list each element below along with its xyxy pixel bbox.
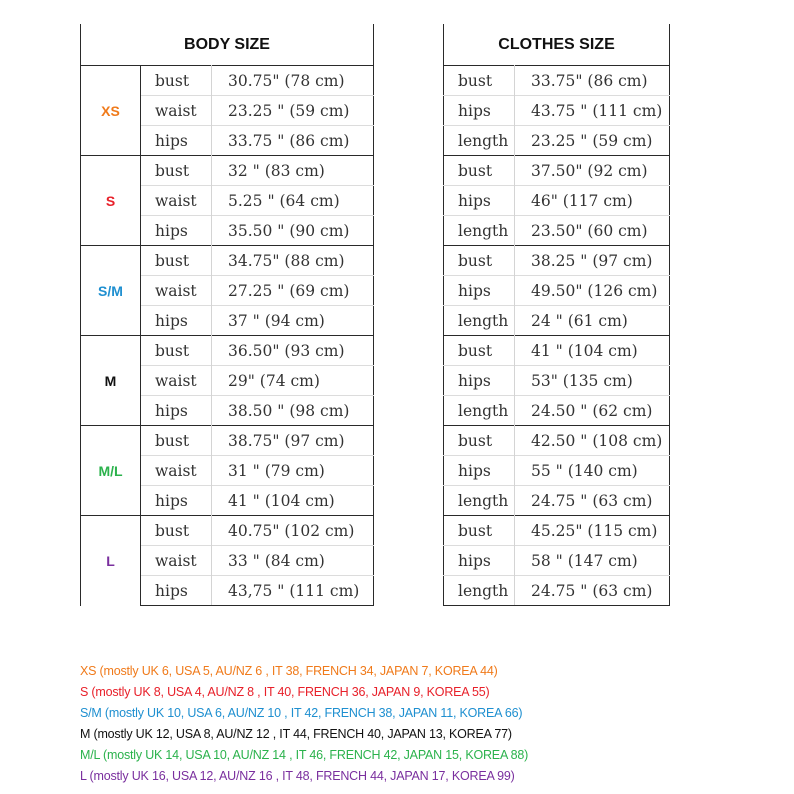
table-row [81,426,374,456]
size-note: L (mostly UK 16, USA 12, AU/NZ 16 , IT 48, FRENCH 44, JAPAN 17, KOREA 99) [80,769,515,783]
measure-value: 40.75" (102 cm) [212,516,374,546]
measure-value: 30.75" (78 cm) [212,66,374,96]
table-row [444,516,670,546]
clothes-size-header: CLOTHES SIZE [498,36,615,53]
table-row [444,486,670,516]
measure-label: length [444,306,515,336]
table-row [81,336,374,366]
measure-label: hips [444,546,515,576]
measure-value: 33 " (84 cm) [212,546,374,576]
measure-value: 23.25 " (59 cm) [515,126,670,156]
measure-value: 5.25 " (64 cm) [212,186,374,216]
size-note: XS (mostly UK 6, USA 5, AU/NZ 6 , IT 38, FRENCH 34, JAPAN 7, KOREA 44) [80,664,498,678]
measure-label: hips [444,366,515,396]
table-row [444,336,670,366]
table-row [444,576,670,606]
size-note: M (mostly UK 12, USA 8, AU/NZ 12 , IT 44, FRENCH 40, JAPAN 13, KOREA 77) [80,727,512,741]
measure-value: 41 " (104 cm) [515,336,670,366]
measure-value: 46" (117 cm) [515,186,670,216]
measure-label: bust [444,426,515,456]
measure-label: bust [444,516,515,546]
measure-label: waist [141,366,212,396]
table-row [444,126,670,156]
measure-label: bust [141,246,212,276]
table-row [81,246,374,276]
measure-label: length [444,486,515,516]
measure-label: length [444,126,515,156]
measure-value: 33.75 " (86 cm) [212,126,374,156]
measure-label: hips [444,96,515,126]
table-row [444,306,670,336]
table-row [444,216,670,246]
measure-label: bust [444,246,515,276]
measure-value: 32 " (83 cm) [212,156,374,186]
measure-value: 34.75" (88 cm) [212,246,374,276]
table-row [444,186,670,216]
measure-value: 24.75 " (63 cm) [515,486,670,516]
table-row [444,246,670,276]
measure-label: bust [444,66,515,96]
measure-label: length [444,216,515,246]
measure-value: 35.50 " (90 cm) [212,216,374,246]
measure-value: 49.50" (126 cm) [515,276,670,306]
measure-label: hips [444,276,515,306]
measure-label: waist [141,456,212,486]
measure-value: 43.75 " (111 cm) [515,96,670,126]
measure-value: 58 " (147 cm) [515,546,670,576]
size-label: S [81,156,141,246]
size-label: M/L [81,426,141,516]
measure-label: bust [141,516,212,546]
size-label: M [81,336,141,426]
measure-value: 55 " (140 cm) [515,456,670,486]
table-row [81,516,374,546]
measure-value: 53" (135 cm) [515,366,670,396]
measure-value: 38.75" (97 cm) [212,426,374,456]
measure-value: 45.25" (115 cm) [515,516,670,546]
measure-label: hips [444,186,515,216]
measure-value: 24.50 " (62 cm) [515,396,670,426]
measure-value: 24 " (61 cm) [515,306,670,336]
table-row [444,276,670,306]
measure-label: hips [141,396,212,426]
measure-label: waist [141,186,212,216]
measure-value: 37.50" (92 cm) [515,156,670,186]
size-note: M/L (mostly UK 14, USA 10, AU/NZ 14 , IT 46, FRENCH 42, JAPAN 15, KOREA 88) [80,748,529,762]
measure-label: waist [141,276,212,306]
measure-label: hips [141,486,212,516]
measure-label: waist [141,546,212,576]
size-note: S/M (mostly UK 10, USA 6, AU/NZ 10 , IT 42, FRENCH 38, JAPAN 11, KOREA 66) [80,706,523,720]
table-row [444,66,670,96]
clothes-size-table [443,24,670,606]
size-label: L [81,516,141,606]
measure-label: hips [141,306,212,336]
table-row [81,156,374,186]
measure-value: 33.75" (86 cm) [515,66,670,96]
measure-label: hips [141,576,212,606]
measure-value: 38.25 " (97 cm) [515,246,670,276]
table-row [81,66,374,96]
measure-label: length [444,576,515,606]
measure-value: 43,75 " (111 cm) [212,576,374,606]
measure-value: 24.75 " (63 cm) [515,576,670,606]
table-row [444,156,670,186]
measure-value: 27.25 " (69 cm) [212,276,374,306]
measure-label: length [444,396,515,426]
measure-value: 38.50 " (98 cm) [212,396,374,426]
size-label: XS [81,66,141,156]
measure-label: bust [141,426,212,456]
measure-value: 23.25 " (59 cm) [212,96,374,126]
table-row [444,456,670,486]
measure-label: hips [444,456,515,486]
measure-value: 31 " (79 cm) [212,456,374,486]
measure-label: hips [141,126,212,156]
measure-value: 23.50" (60 cm) [515,216,670,246]
measure-label: bust [141,66,212,96]
measure-label: bust [444,336,515,366]
table-row [444,96,670,126]
size-note: S (mostly UK 8, USA 4, AU/NZ 8 , IT 40, FRENCH 36, JAPAN 9, KOREA 55) [80,685,490,699]
measure-label: bust [444,156,515,186]
measure-value: 37 " (94 cm) [212,306,374,336]
body-size-header: BODY SIZE [184,36,270,53]
measure-label: hips [141,216,212,246]
measure-label: bust [141,336,212,366]
size-conversion-notes [80,661,528,787]
table-row [444,546,670,576]
measure-value: 41 " (104 cm) [212,486,374,516]
body-size-table [80,24,374,606]
measure-value: 36.50" (93 cm) [212,336,374,366]
table-row [444,396,670,426]
measure-label: bust [141,156,212,186]
size-label: S/M [81,246,141,336]
table-row [444,426,670,456]
measure-value: 42.50 " (108 cm) [515,426,670,456]
table-row [444,366,670,396]
measure-label: waist [141,96,212,126]
measure-value: 29" (74 cm) [212,366,374,396]
